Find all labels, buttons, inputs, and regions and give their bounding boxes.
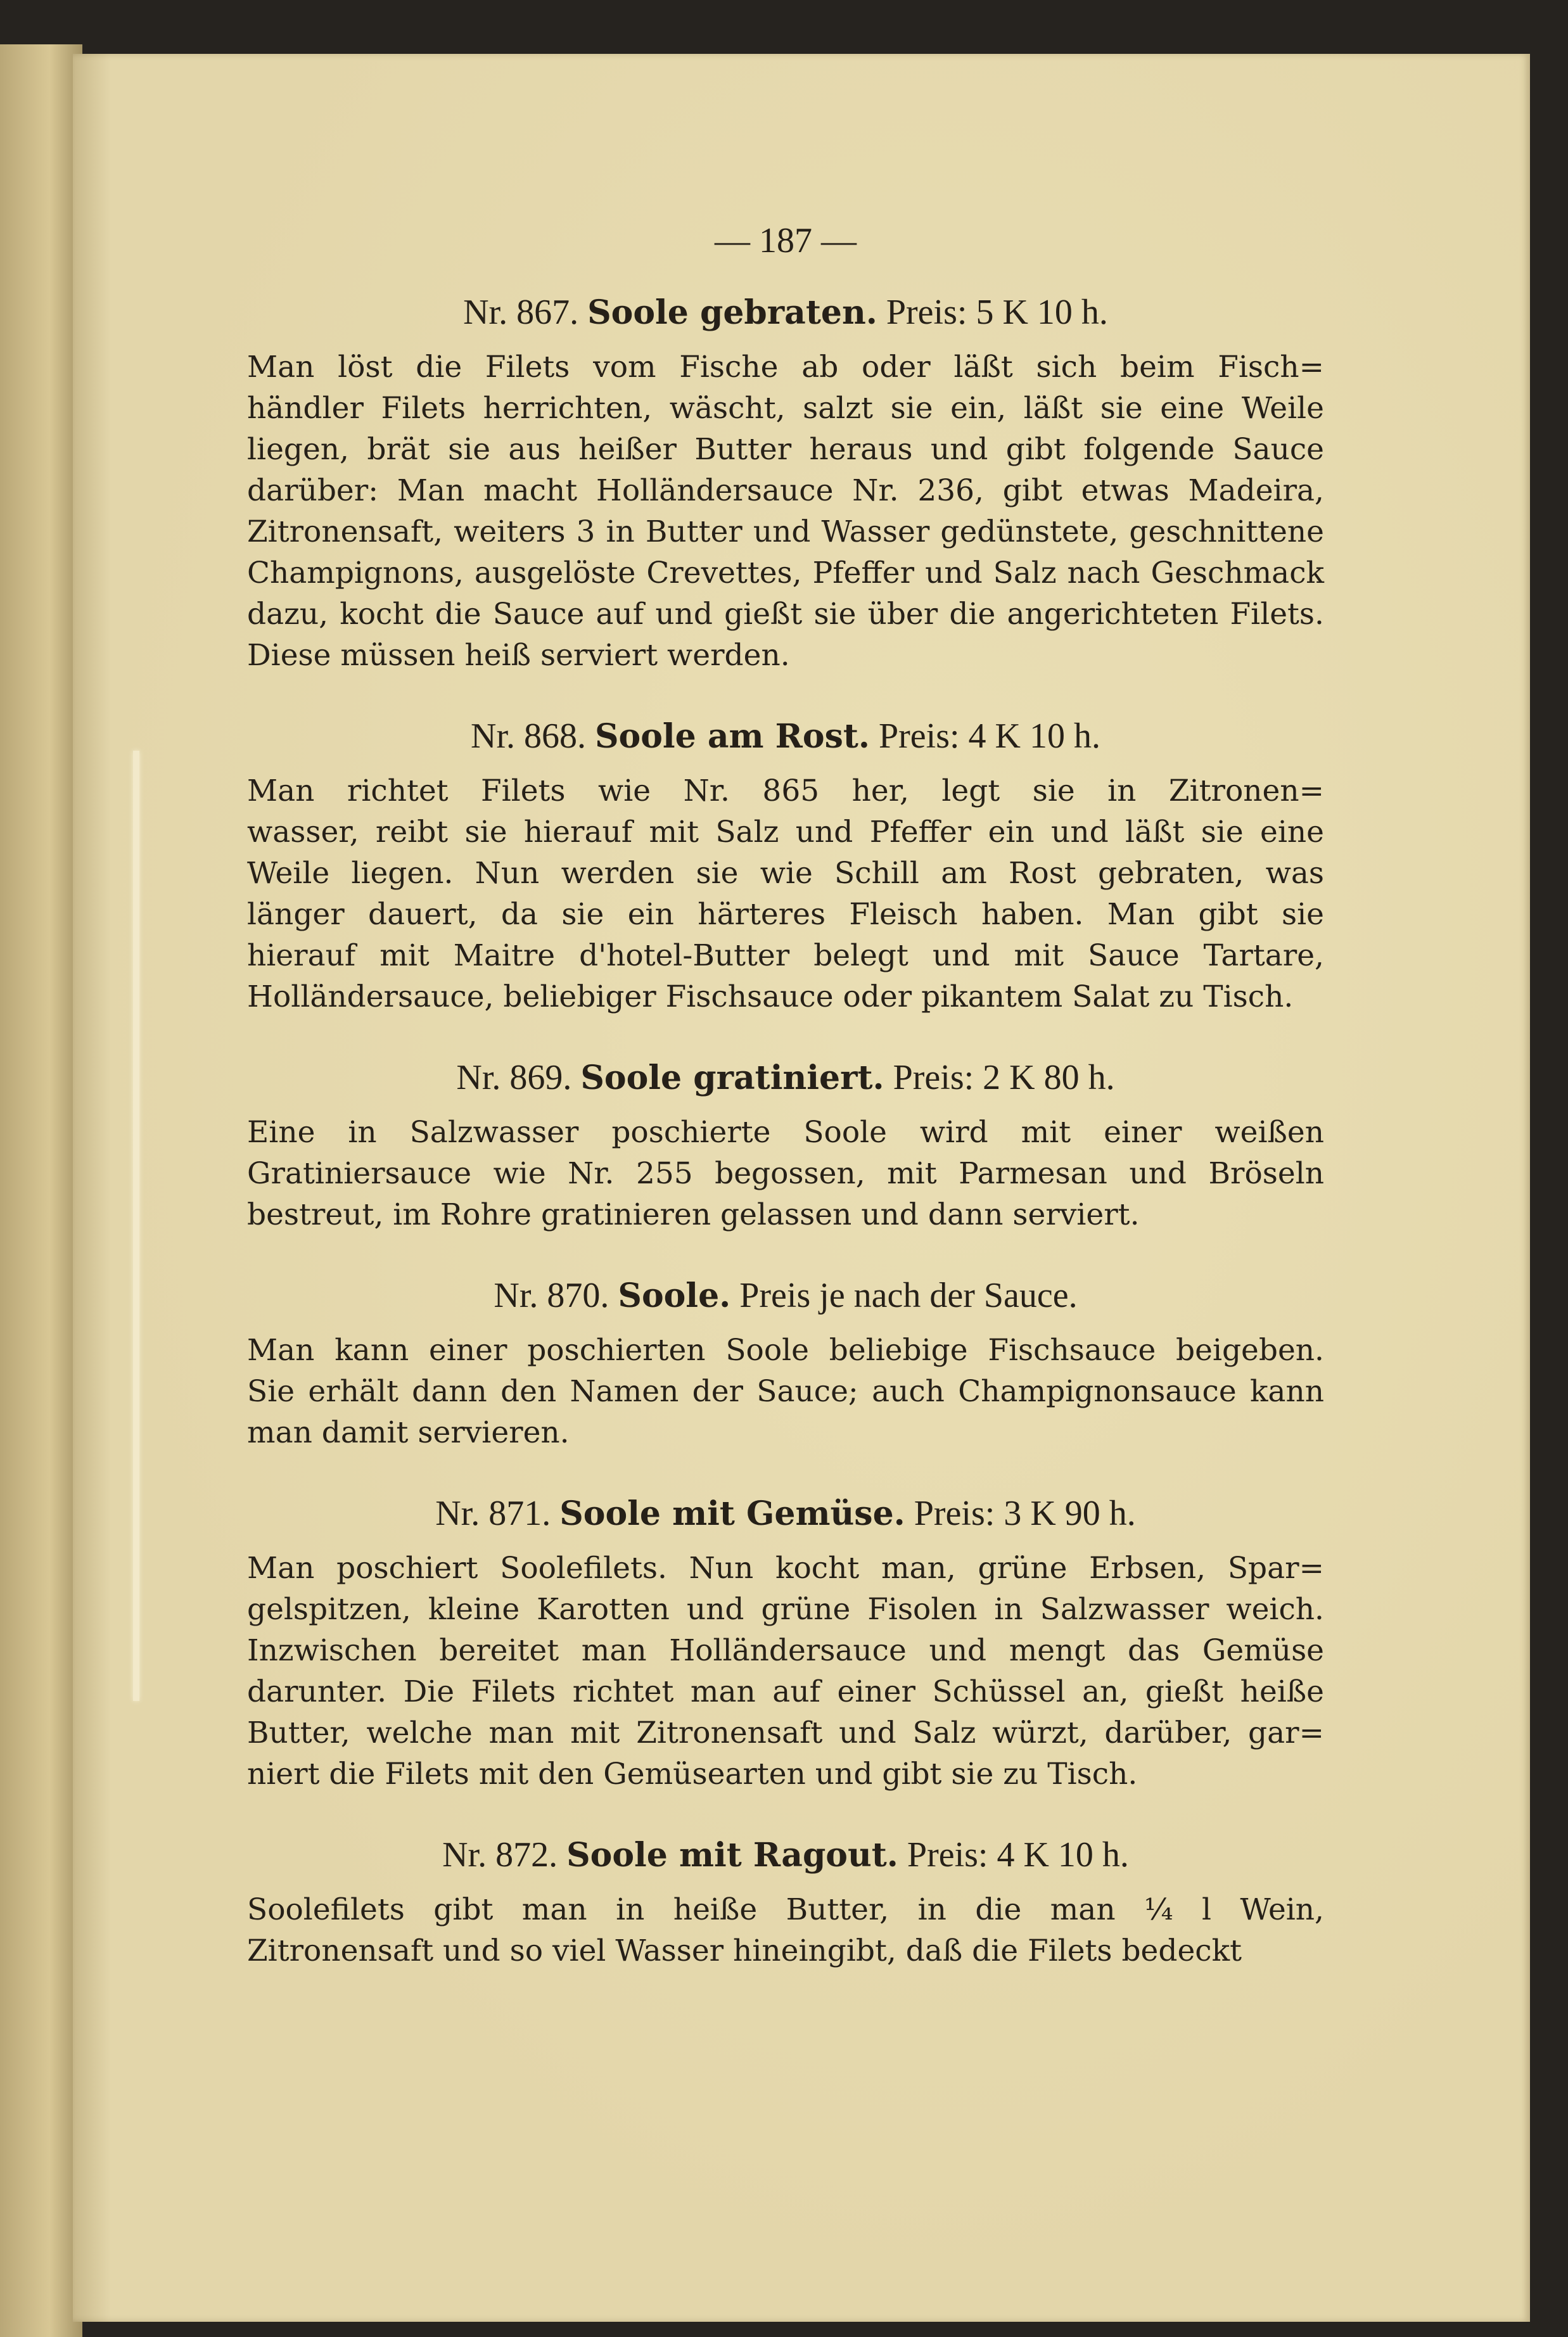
text-line: Man poschiert Soolefilets. Nun kocht man, grüne Erbsen, Spar= bbox=[247, 1551, 1324, 1586]
recipe-section bbox=[247, 1057, 1324, 1235]
text-line: liegen, brät sie aus heißer Butter heraus und gibt folgende Sauce bbox=[247, 432, 1324, 467]
page-text bbox=[247, 215, 1324, 2011]
recipe-title: Soole gebraten. bbox=[587, 293, 877, 332]
text-line: Diese müssen heiß serviert werden. bbox=[247, 638, 790, 673]
text-line: Man löst die Filets vom Fische ab oder läßt sich beim Fisch= bbox=[247, 350, 1324, 385]
recipe-list bbox=[247, 291, 1324, 1971]
text-line: Inzwischen bereitet man Holländersauce und mengt das Gemüse bbox=[247, 1633, 1324, 1668]
text-line: Butter, welche man mit Zitronensaft und Salz würzt, darüber, gar= bbox=[247, 1716, 1324, 1750]
recipe-title: Soole am Rost. bbox=[595, 717, 870, 756]
recipe-heading bbox=[247, 1057, 1324, 1099]
recipe-section bbox=[247, 715, 1324, 1017]
recipe-title: Soole gratiniert. bbox=[580, 1059, 884, 1097]
text-line: darüber: Man macht Holländersauce Nr. 236, gibt etwas Madeira, bbox=[247, 473, 1324, 508]
recipe-price: Preis: 4 K 10 h. bbox=[907, 1835, 1129, 1875]
text-line: Champignons, ausgelöste Crevettes, Pfeffer und Salz nach Geschmack bbox=[247, 556, 1324, 590]
recipe-heading bbox=[247, 291, 1324, 334]
recipe-number: Nr. 871. bbox=[435, 1494, 551, 1533]
text-line: Holländersauce, beliebiger Fischsauce oder pikantem Salat zu Tisch. bbox=[247, 979, 1294, 1014]
recipe-number: Nr. 867. bbox=[463, 293, 579, 332]
text-line: Gratiniersauce wie Nr. 255 begossen, mit Parmesan und Bröseln bbox=[247, 1156, 1324, 1191]
recipe-body bbox=[247, 347, 1324, 676]
recipe-section bbox=[247, 1493, 1324, 1795]
recipe-section bbox=[247, 291, 1324, 676]
text-line: wasser, reibt sie hierauf mit Salz und Pfeffer ein und läßt sie eine bbox=[247, 815, 1324, 850]
recipe-number: Nr. 872. bbox=[442, 1835, 558, 1875]
text-line: händler Filets herrichten, wäscht, salzt sie ein, läßt sie eine Weile bbox=[247, 391, 1324, 426]
recipe-price: Preis je nach der Sauce. bbox=[739, 1276, 1078, 1315]
recipe-section bbox=[247, 1834, 1324, 1971]
recipe-section bbox=[247, 1275, 1324, 1453]
text-line: Man kann einer poschierten Soole beliebige Fischsauce beigeben. bbox=[247, 1333, 1324, 1368]
text-line: Man richtet Filets wie Nr. 865 her, legt sie in Zitronen= bbox=[247, 774, 1324, 808]
text-line: Eine in Salzwasser poschierte Soole wird mit einer weißen bbox=[247, 1115, 1324, 1150]
text-line: dazu, kocht die Sauce auf und gießt sie über die angerichteten Filets. bbox=[247, 597, 1324, 632]
recipe-heading bbox=[247, 1275, 1324, 1317]
recipe-title: Soole mit Gemüse. bbox=[559, 1494, 905, 1533]
recipe-heading bbox=[247, 715, 1324, 758]
recipe-price: Preis: 4 K 10 h. bbox=[878, 716, 1100, 756]
previous-page-edge bbox=[0, 44, 82, 2337]
page-fold bbox=[133, 751, 139, 1701]
text-line: hierauf mit Maitre d'hotel-Butter belegt und mit Sauce Tartare, bbox=[247, 938, 1324, 973]
recipe-title: Soole mit Ragout. bbox=[566, 1836, 898, 1875]
recipe-body bbox=[247, 1889, 1324, 1971]
text-line: gelspitzen, kleine Karotten und grüne Fisolen in Salzwasser weich. bbox=[247, 1592, 1324, 1627]
recipe-price: Preis: 5 K 10 h. bbox=[886, 293, 1108, 332]
recipe-body bbox=[247, 1112, 1324, 1235]
recipe-body bbox=[247, 1330, 1324, 1453]
recipe-heading bbox=[247, 1834, 1324, 1876]
recipe-title: Soole. bbox=[618, 1277, 731, 1315]
recipe-price: Preis: 3 K 90 h. bbox=[914, 1494, 1136, 1533]
text-line: niert die Filets mit den Gemüsearten und gibt sie zu Tisch. bbox=[247, 1757, 1138, 1792]
text-line: länger dauert, da sie ein härteres Fleisch haben. Man gibt sie bbox=[247, 897, 1324, 932]
recipe-number: Nr. 868. bbox=[471, 716, 586, 756]
text-line: Soolefilets gibt man in heiße Butter, in die man ¼ l Wein, bbox=[247, 1892, 1324, 1927]
recipe-number: Nr. 869. bbox=[456, 1058, 572, 1097]
recipe-body bbox=[247, 770, 1324, 1017]
page-number: — 187 — bbox=[715, 221, 857, 260]
text-line: Sie erhält dann den Namen der Sauce; auch Champignonsauce kann bbox=[247, 1374, 1324, 1409]
recipe-body bbox=[247, 1548, 1324, 1795]
recipe-price: Preis: 2 K 80 h. bbox=[893, 1058, 1115, 1097]
text-line: darunter. Die Filets richtet man auf einer Schüssel an, gießt heiße bbox=[247, 1674, 1324, 1709]
text-line: man damit servieren. bbox=[247, 1415, 570, 1450]
text-line: bestreut, im Rohre gratinieren gelassen und dann serviert. bbox=[247, 1197, 1140, 1232]
text-line: Weile liegen. Nun werden sie wie Schill am Rost gebraten, was bbox=[247, 856, 1324, 891]
text-line: Zitronensaft und so viel Wasser hineingibt, daß die Filets bedeckt bbox=[247, 1933, 1242, 1968]
text-line: Zitronensaft, weiters 3 in Butter und Wasser gedünstete, geschnittene bbox=[247, 514, 1324, 549]
recipe-heading bbox=[247, 1493, 1324, 1535]
recipe-number: Nr. 870. bbox=[494, 1276, 609, 1315]
